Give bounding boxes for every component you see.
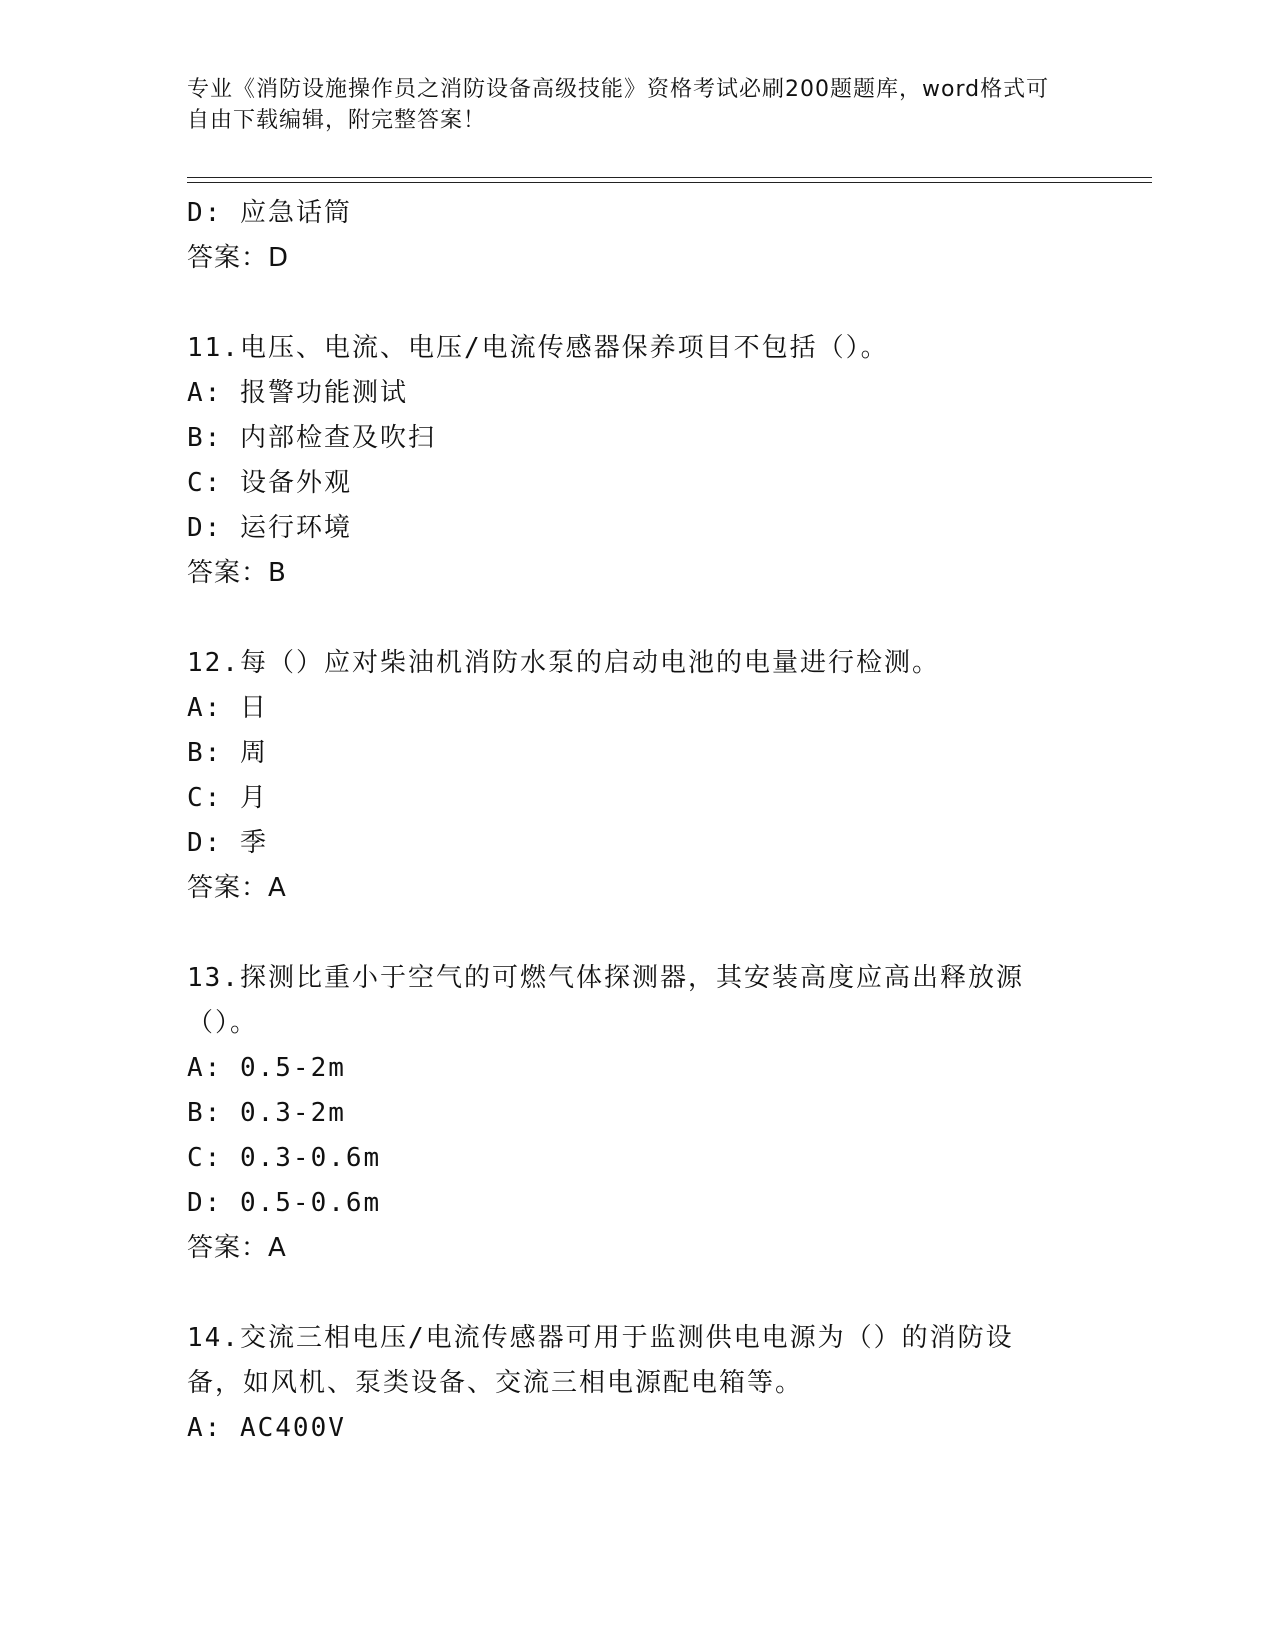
question-14-option-a: A: AC400V bbox=[187, 1413, 346, 1443]
prev-option-d: D: 应急话筒 bbox=[187, 198, 352, 228]
question-13-option-b: B: 0.3-2m bbox=[187, 1098, 346, 1128]
spacer bbox=[187, 596, 1087, 641]
question-13-option-d: D: 0.5-0.6m bbox=[187, 1188, 382, 1218]
question-11-option-d: D: 运行环境 bbox=[187, 513, 352, 543]
question-12-option-c: C: 月 bbox=[187, 783, 268, 813]
question-12-option-d: D: 季 bbox=[187, 828, 268, 858]
header-rule-bottom bbox=[187, 182, 1152, 183]
spacer bbox=[187, 281, 1087, 326]
question-11-option-c: C: 设备外观 bbox=[187, 468, 352, 498]
spacer bbox=[187, 1271, 1087, 1316]
document-header: 专业《消防设施操作员之消防设备高级技能》资格考试必刷200题题库，word格式可自由下载编辑，附完整答案！ bbox=[187, 77, 1050, 133]
prev-answer: 答案：D bbox=[187, 243, 290, 273]
question-13-option-c: C: 0.3-0.6m bbox=[187, 1143, 382, 1173]
question-12-text: 12.每（）应对柴油机消防水泵的启动电池的电量进行检测。 bbox=[187, 648, 940, 678]
spacer bbox=[187, 911, 1087, 956]
question-13-answer: 答案：A bbox=[187, 1233, 287, 1263]
question-list bbox=[187, 191, 1087, 1451]
question-13-option-a: A: 0.5-2m bbox=[187, 1053, 346, 1083]
question-11-answer: 答案：B bbox=[187, 558, 287, 588]
question-12-option-b: B: 周 bbox=[187, 738, 268, 768]
header-rule-top bbox=[187, 177, 1152, 178]
question-12-answer: 答案：A bbox=[187, 873, 287, 903]
question-14-text: 14.交流三相电压/电流传感器可用于监测供电电源为（）的消防设备，如风机、泵类设备、交流三相电源配电箱等。 bbox=[187, 1323, 1014, 1398]
question-11-option-a: A: 报警功能测试 bbox=[187, 378, 408, 408]
question-11-text: 11.电压、电流、电压/电流传感器保养项目不包括（）。 bbox=[187, 333, 889, 363]
question-12-option-a: A: 日 bbox=[187, 693, 268, 723]
question-13-text: 13.探测比重小于空气的可燃气体探测器，其安装高度应高出释放源（）。 bbox=[187, 963, 1024, 1038]
question-11-option-b: B: 内部检查及吹扫 bbox=[187, 423, 436, 453]
